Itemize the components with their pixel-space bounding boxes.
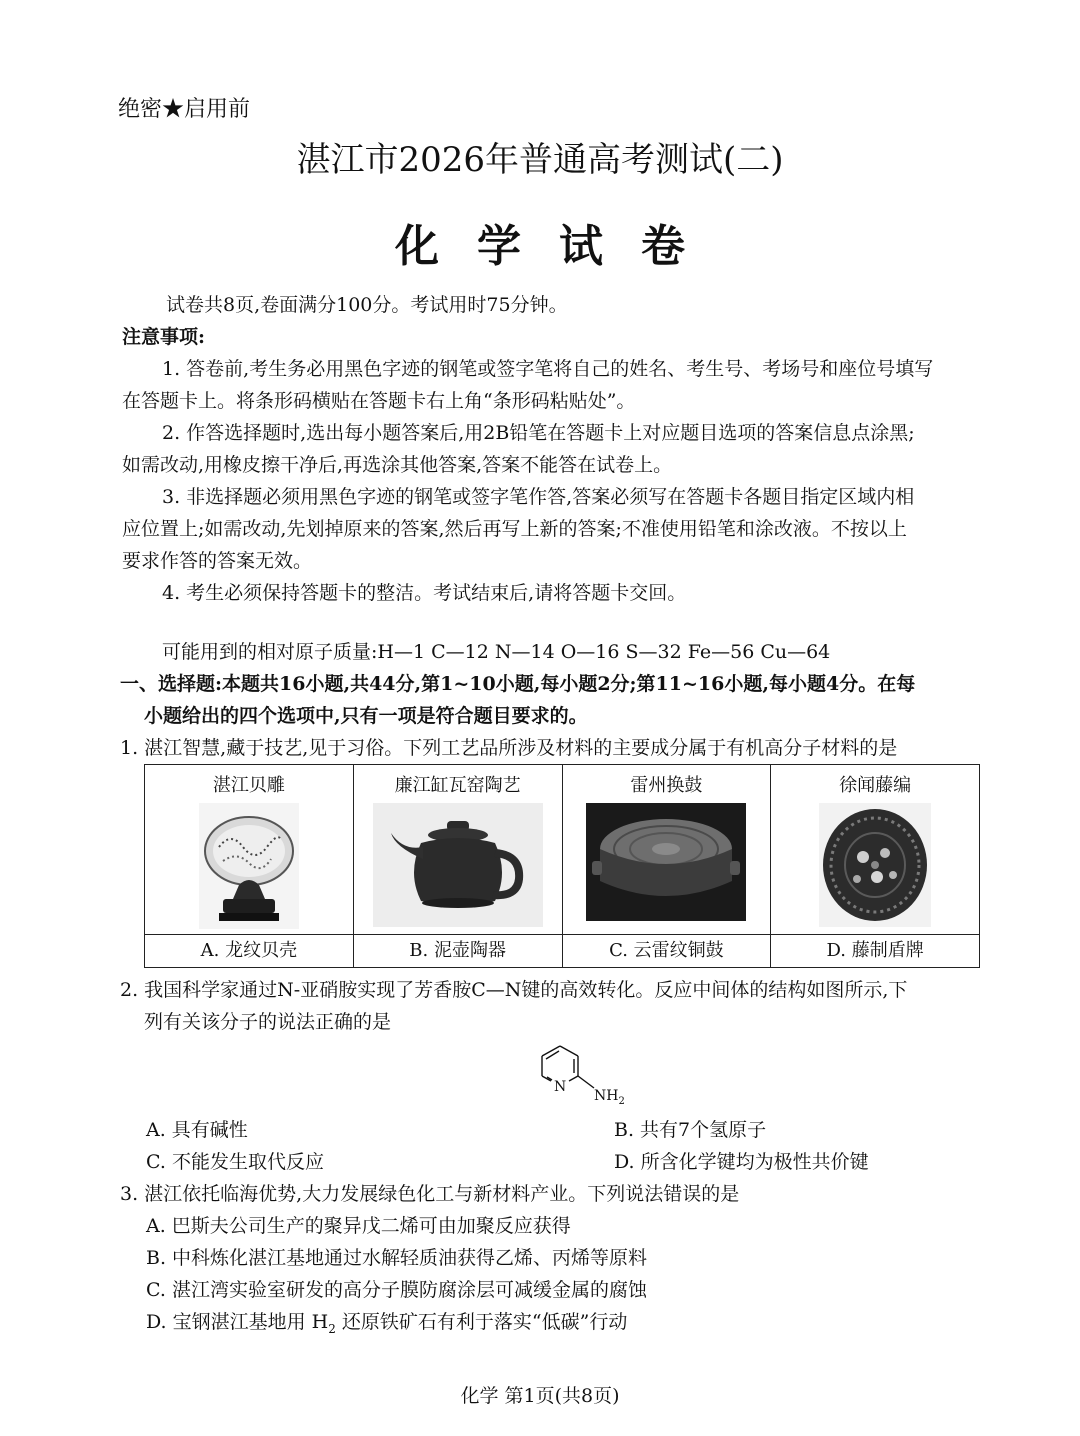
option-label: B. 泥壶陶器 [353, 935, 562, 968]
option-label: A. 龙纹贝壳 [145, 935, 354, 968]
notice-line: 如需改动,用橡皮擦干净后,再选涂其他答案,答案不能答在试卷上。 [122, 454, 673, 476]
q3-option-d-pre: D. 宝钢湛江基地用 H [146, 1311, 329, 1333]
question-1-stem: 1. 湛江智慧,藏于技艺,见于习俗。下列工艺品所涉及材料的主要成分属于有机高分子材料的是 [120, 737, 898, 759]
q2-option-c: C. 不能发生取代反应 [146, 1151, 324, 1173]
notice-line: 在答题卡上。将条形码横贴在答题卡右上角“条形码粘贴处”。 [122, 390, 636, 412]
craft-cell [771, 765, 980, 935]
structure-nh2-label [594, 1088, 625, 1107]
question-2-stem-cont: 列有关该分子的说法正确的是 [144, 1011, 392, 1033]
section-one-heading: 一、选择题:本题共16小题,共44分,第1~10小题,每小题2分;第11~16小题,每小题4分。在每 [120, 673, 916, 695]
secret-label: 绝密★启用前 [118, 97, 251, 122]
rattan-shield-image [819, 803, 931, 927]
craft-table [144, 764, 980, 968]
q2-option-a: A. 具有碱性 [146, 1119, 248, 1141]
teapot-image [373, 803, 543, 927]
structure-nh: NH [594, 1088, 619, 1104]
craft-cell [353, 765, 562, 935]
notice-line: 1. 答卷前,考生务必用黑色字迹的钢笔或签字笔将自己的姓名、考生号、考场号和座位号填写 [162, 358, 934, 380]
q3-option-d-post: 还原铁矿石有利于落实“低碳”行动 [335, 1311, 628, 1333]
craft-title: 廉江缸瓦窑陶艺 [394, 775, 521, 796]
section-one-heading-cont: 小题给出的四个选项中,只有一项是符合题目要求的。 [144, 705, 588, 727]
notice-line: 应位置上;如需改动,先划掉原来的答案,然后再写上新的答案;不准使用铅笔和涂改液。不按以上 [122, 518, 907, 540]
question-3-stem: 3. 湛江依托临海优势,大力发展绿色化工与新材料产业。下列说法错误的是 [120, 1183, 740, 1205]
notice-line: 3. 非选择题必须用黑色字迹的钢笔或签字笔作答,答案必须写在答题卡各题目指定区域内相 [162, 486, 915, 508]
q2-option-d: D. 所含化学键均为极性共价键 [614, 1151, 869, 1173]
craft-title: 雷州换鼓 [630, 775, 703, 796]
option-label: D. 藤制盾牌 [771, 935, 980, 968]
notice-line: 4. 考生必须保持答题卡的整洁。考试结束后,请将答题卡交回。 [162, 582, 687, 604]
q3-option-c: C. 湛江湾实验室研发的高分子膜防腐涂层可减缓金属的腐蚀 [146, 1279, 647, 1301]
exam-title: 湛江市2026年普通高考测试(二) [296, 140, 784, 180]
notice-title: 注意事项: [122, 326, 206, 348]
q2-option-b: B. 共有7个氢原子 [614, 1119, 767, 1141]
bronze-drum-image [586, 803, 746, 921]
q3-option-d [146, 1311, 627, 1336]
craft-title: 徐闻藤编 [839, 775, 912, 796]
notice-line: 2. 作答选择题时,选出每小题答案后,用2B铅笔在答题卡上对应题目选项的答案信息点涂黑; [162, 422, 915, 444]
structure-n-label: N [554, 1079, 567, 1095]
structure-subscript: 2 [618, 1095, 625, 1107]
craft-cell [145, 765, 354, 935]
q3-option-a: A. 巴斯夫公司生产的聚异戊二烯可由加聚反应获得 [146, 1215, 571, 1237]
craft-title: 湛江贝雕 [212, 775, 285, 796]
page-footer: 化学 第1页(共8页) [460, 1385, 620, 1407]
h2-subscript: 2 [328, 1321, 336, 1336]
aminopyridine-structure [530, 1040, 640, 1110]
intro-text: 试卷共8页,卷面满分100分。考试用时75分钟。 [166, 294, 568, 316]
notice-line: 要求作答的答案无效。 [122, 550, 313, 572]
q3-option-b: B. 中科炼化湛江基地通过水解轻质油获得乙烯、丙烯等原料 [146, 1247, 648, 1269]
option-label: C. 云雷纹铜鼓 [562, 935, 771, 968]
question-2-stem: 2. 我国科学家通过N-亚硝胺实现了芳香胺C—N键的高效转化。反应中间体的结构如图所示,下 [120, 979, 908, 1001]
craft-cell [562, 765, 771, 935]
shell-carving-image [199, 803, 299, 929]
subject-title: 化学试卷 [395, 221, 723, 272]
atomic-masses: 可能用到的相对原子质量:H—1 C—12 N—14 O—16 S—32 Fe—56 Cu—64 [162, 641, 831, 663]
